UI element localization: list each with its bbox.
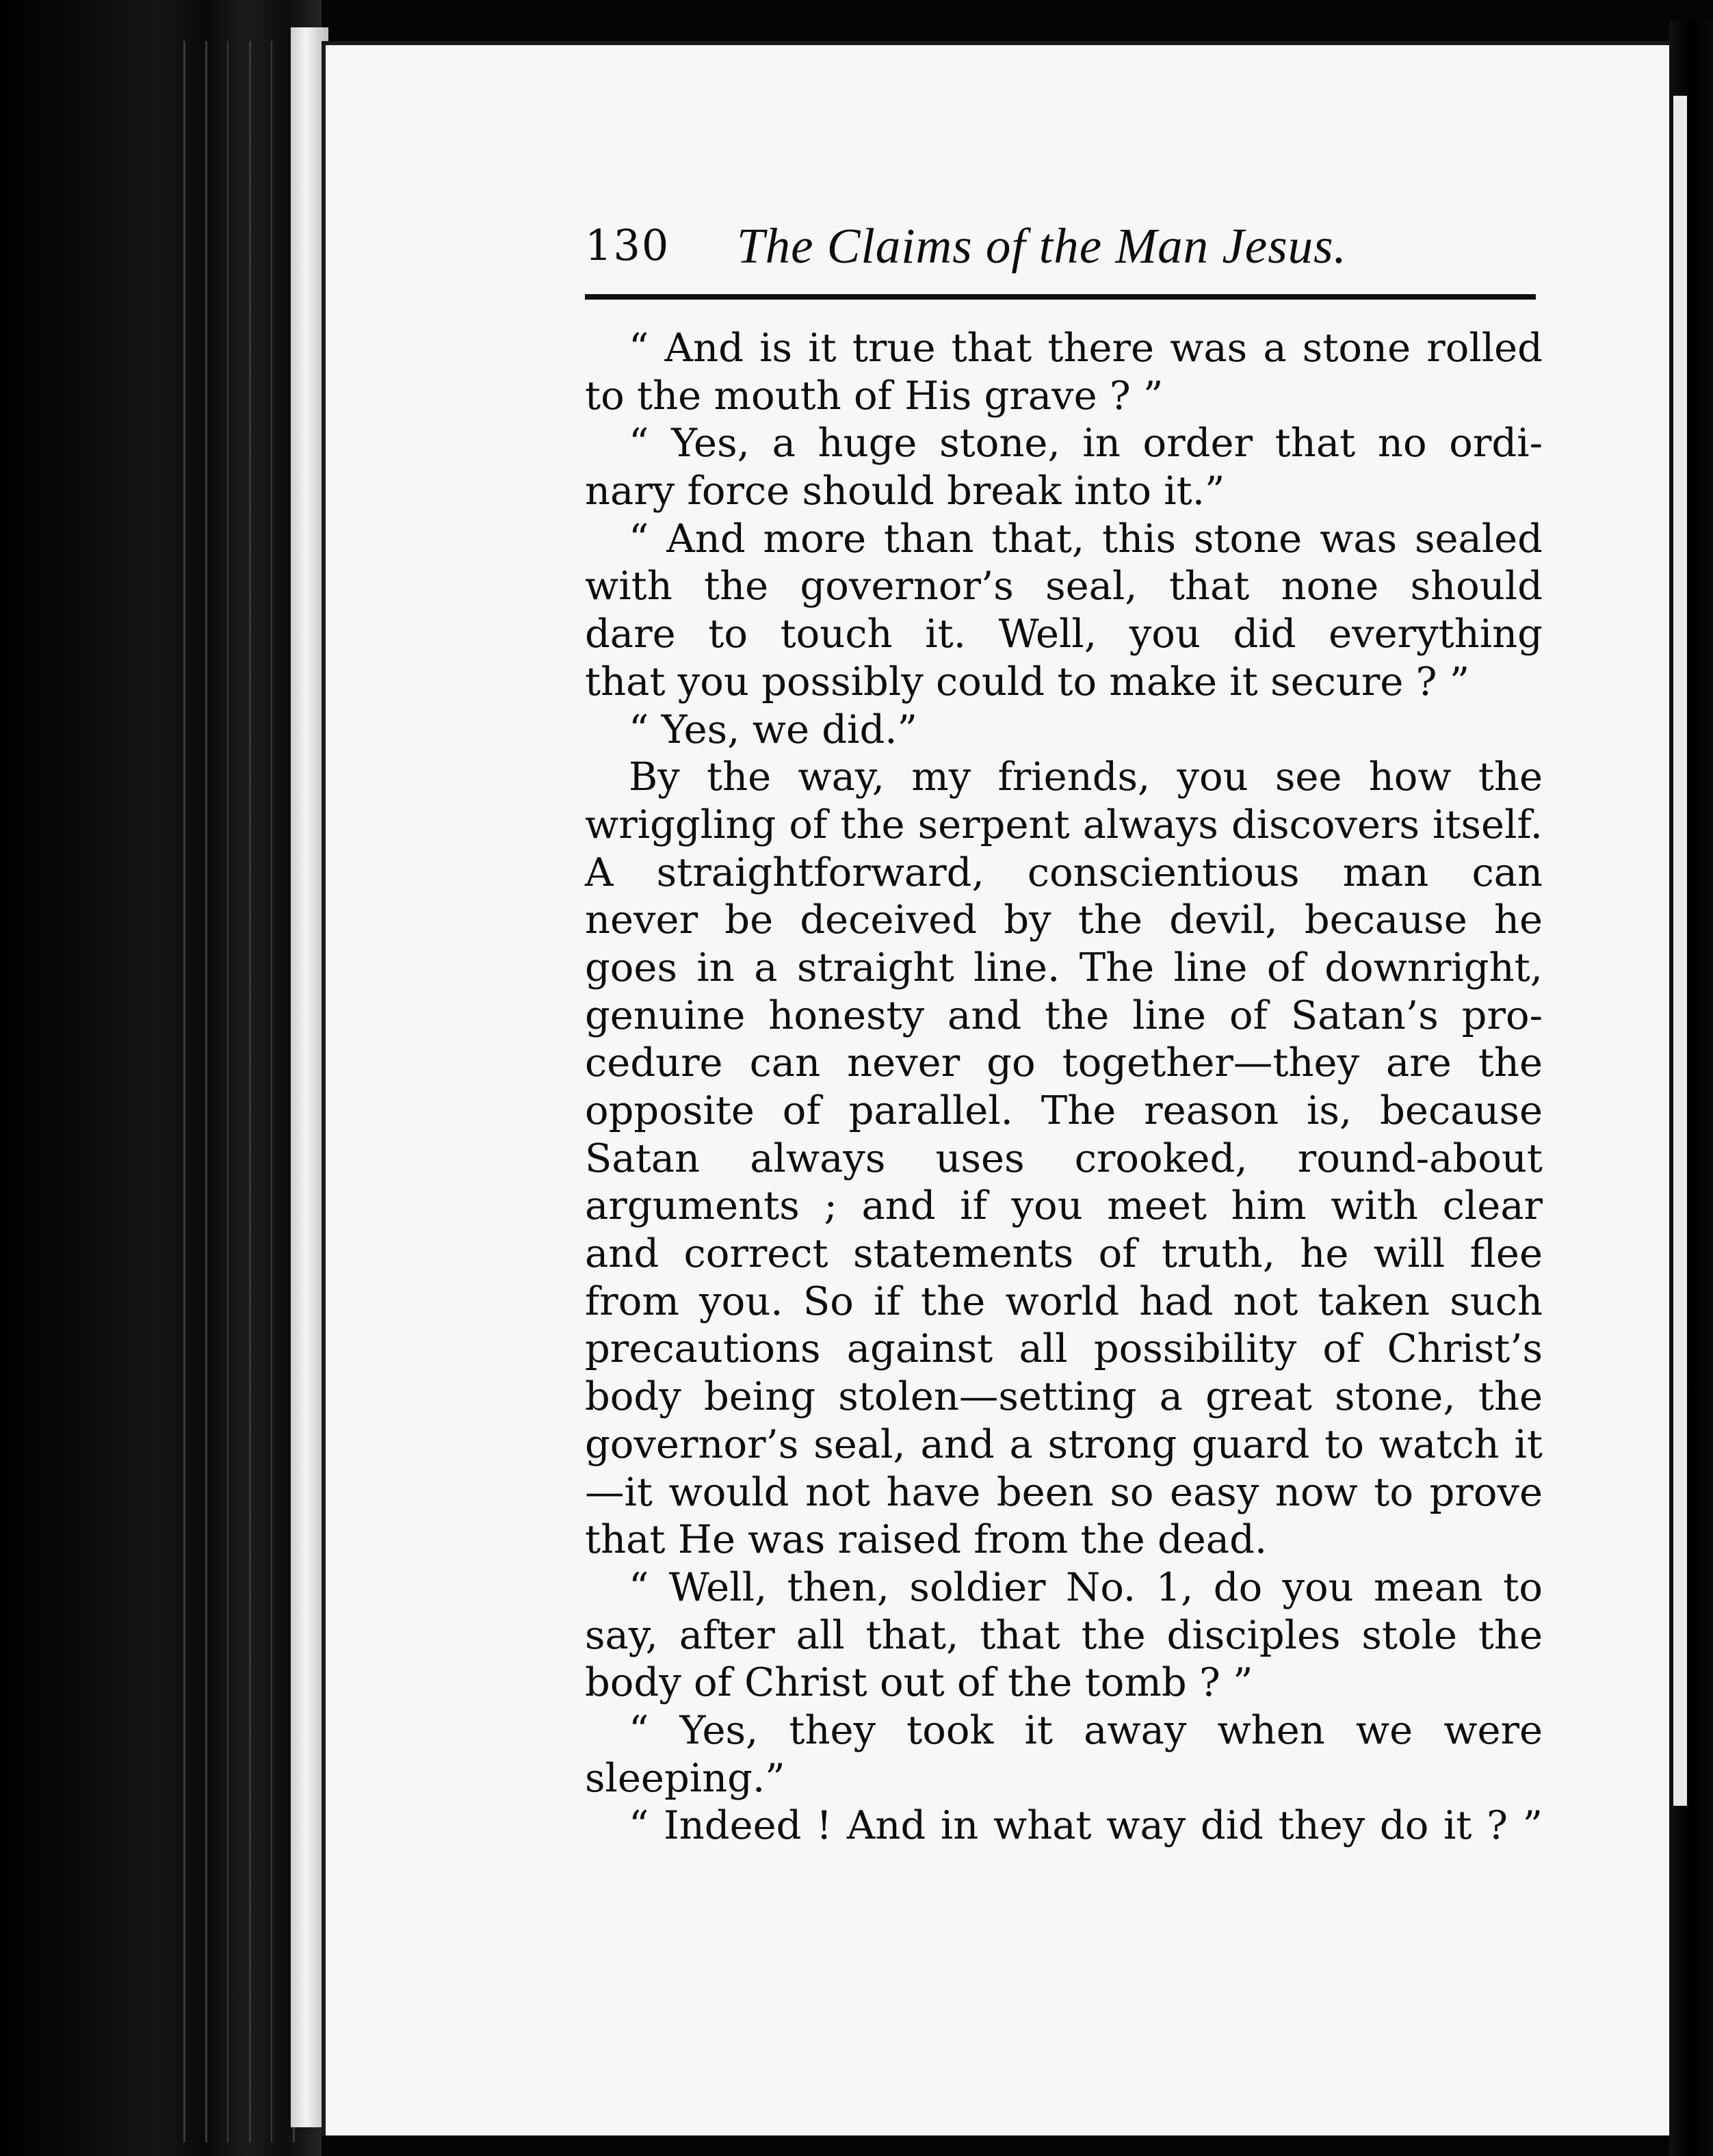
page-header — [585, 218, 1536, 272]
text-line: “ And is it true that there was a stone rolled — [629, 325, 1543, 371]
text-line: body being stolen—setting a great stone, the — [585, 1373, 1543, 1420]
text-line: body of Christ out of the tomb ? ” — [585, 1659, 1253, 1706]
book-spine-edges — [0, 0, 322, 2156]
text-line: with the governor’s seal, that none should — [585, 563, 1543, 609]
text-line: “ Yes, a huge stone, in order that no ordi- — [629, 420, 1543, 466]
text-line: opposite of parallel. The reason is, because — [585, 1088, 1543, 1133]
text-line: that He was raised from the dead. — [585, 1516, 1268, 1563]
text-line: “ Yes, they took it away when we were — [629, 1707, 1543, 1753]
running-title: The Claims of the Man Jesus. — [737, 218, 1347, 274]
text-line: “ Well, then, soldier No. 1, do you mean to — [629, 1564, 1543, 1610]
text-line: and correct statements of truth, he will flee — [585, 1231, 1543, 1277]
text-line: sleeping.” — [585, 1754, 785, 1801]
text-line: precautions against all possibility of Christ’s — [585, 1326, 1543, 1372]
text-line: that you possibly could to make it secure ? ” — [585, 658, 1470, 705]
text-line: cedure can never go together—they are the — [585, 1040, 1543, 1086]
text-line: from you. So if the world had not taken such — [585, 1278, 1543, 1324]
body-text — [585, 324, 1543, 1850]
text-line: goes in a straight line. The line of downright, — [585, 944, 1543, 990]
text-line: arguments ; and if you meet him with clear — [585, 1183, 1543, 1229]
text-line: genuine honesty and the line of Satan’s pro- — [585, 992, 1543, 1038]
text-line: governor’s seal, and a strong guard to watch it — [585, 1421, 1543, 1467]
text-line: wriggling of the serpent always discovers itself. — [585, 801, 1543, 847]
text-line: nary force should break into it.” — [585, 468, 1225, 514]
text-line: dare to touch it. Well, you did everything — [585, 611, 1543, 657]
next-page-edge — [1673, 96, 1687, 1806]
text-line: to the mouth of His grave ? ” — [585, 372, 1164, 419]
header-rule — [585, 294, 1536, 300]
text-line: —it would not have been so easy now to prove — [585, 1469, 1543, 1515]
text-line: “ Yes, we did.” — [629, 706, 917, 752]
text-line: Satan always uses crooked, round-about — [585, 1135, 1543, 1181]
text-line: never be deceived by the devil, because he — [585, 897, 1543, 943]
page-number: 130 — [585, 220, 670, 270]
text-line: “ Indeed ! And in what way did they do it ? ” — [629, 1802, 1543, 1849]
text-line: “ And more than that, this stone was sealed — [629, 515, 1543, 562]
text-line: A straightforward, conscientious man can — [585, 849, 1543, 895]
text-line: say, after all that, that the disciples stole the — [585, 1612, 1543, 1658]
text-line: By the way, my friends, you see how the — [629, 754, 1543, 800]
